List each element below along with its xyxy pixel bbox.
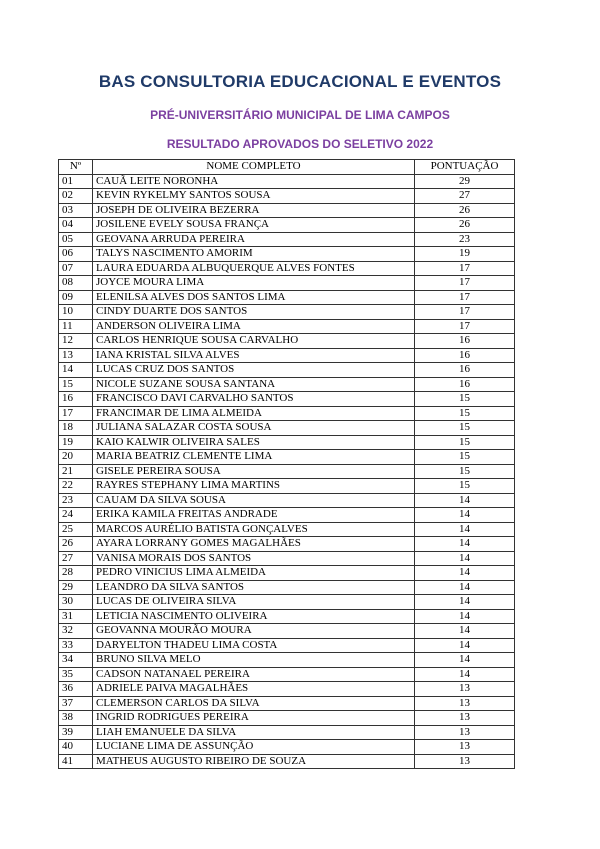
table-row <box>59 638 515 653</box>
row-number: 20 <box>59 450 93 465</box>
row-name: JOSEPH DE OLIVEIRA BEZERRA <box>93 203 415 218</box>
table-row <box>59 174 515 189</box>
table-row <box>59 305 515 320</box>
row-score: 13 <box>415 682 515 697</box>
table-row <box>59 421 515 436</box>
row-name: ANDERSON OLIVEIRA LIMA <box>93 319 415 334</box>
table-row <box>59 537 515 552</box>
row-number: 22 <box>59 479 93 494</box>
row-score: 26 <box>415 218 515 233</box>
row-score: 14 <box>415 624 515 639</box>
row-score: 14 <box>415 522 515 537</box>
row-number: 40 <box>59 740 93 755</box>
result-title: RESULTADO APROVADOS DO SELETIVO 2022 <box>166 137 434 151</box>
table-row <box>59 334 515 349</box>
table-row <box>59 493 515 508</box>
row-score: 15 <box>415 435 515 450</box>
row-name: CINDY DUARTE DOS SANTOS <box>93 305 415 320</box>
row-name: GISELE PEREIRA SOUSA <box>93 464 415 479</box>
table-row <box>59 624 515 639</box>
row-name: VANISA MORAIS DOS SANTOS <box>93 551 415 566</box>
table-row <box>59 682 515 697</box>
row-number: 16 <box>59 392 93 407</box>
table-row <box>59 290 515 305</box>
row-number: 19 <box>59 435 93 450</box>
row-number: 32 <box>59 624 93 639</box>
row-name: JULIANA SALAZAR COSTA SOUSA <box>93 421 415 436</box>
row-name: FRANCIMAR DE LIMA ALMEIDA <box>93 406 415 421</box>
row-score: 14 <box>415 609 515 624</box>
row-number: 28 <box>59 566 93 581</box>
row-name: KEVIN RYKELMY SANTOS SOUSA <box>93 189 415 204</box>
table-row <box>59 261 515 276</box>
row-name: LUCAS CRUZ DOS SANTOS <box>93 363 415 378</box>
row-name: LETICIA NASCIMENTO OLIVEIRA <box>93 609 415 624</box>
table-row <box>59 711 515 726</box>
row-score: 14 <box>415 580 515 595</box>
table-row <box>59 377 515 392</box>
table-row <box>59 522 515 537</box>
table-row <box>59 450 515 465</box>
row-score: 15 <box>415 421 515 436</box>
row-score: 19 <box>415 247 515 262</box>
row-name: LUCIANE LIMA DE ASSUNÇÃO <box>93 740 415 755</box>
row-score: 17 <box>415 276 515 291</box>
row-score: 15 <box>415 464 515 479</box>
row-score: 15 <box>415 392 515 407</box>
row-number: 02 <box>59 189 93 204</box>
table-row <box>59 725 515 740</box>
row-name: MARIA BEATRIZ CLEMENTE LIMA <box>93 450 415 465</box>
row-name: INGRID RODRIGUES PEREIRA <box>93 711 415 726</box>
row-name: JOSILENE EVELY SOUSA FRANÇA <box>93 218 415 233</box>
row-score: 14 <box>415 493 515 508</box>
row-score: 17 <box>415 290 515 305</box>
table-row <box>59 754 515 769</box>
row-name: GEOVANNA MOURÃO MOURA <box>93 624 415 639</box>
row-score: 17 <box>415 261 515 276</box>
row-number: 10 <box>59 305 93 320</box>
results-table <box>58 159 515 769</box>
table-header-row <box>59 160 515 175</box>
table-row <box>59 232 515 247</box>
row-number: 23 <box>59 493 93 508</box>
row-score: 13 <box>415 754 515 769</box>
table-row <box>59 479 515 494</box>
row-number: 11 <box>59 319 93 334</box>
row-number: 26 <box>59 537 93 552</box>
table-body <box>59 174 515 769</box>
row-number: 17 <box>59 406 93 421</box>
table-row <box>59 740 515 755</box>
row-score: 14 <box>415 638 515 653</box>
table-row <box>59 435 515 450</box>
row-number: 25 <box>59 522 93 537</box>
row-number: 13 <box>59 348 93 363</box>
organization-title: BAS CONSULTORIA EDUCACIONAL E EVENTOS <box>98 72 502 91</box>
row-number: 34 <box>59 653 93 668</box>
row-name: LAURA EDUARDA ALBUQUERQUE ALVES FONTES <box>93 261 415 276</box>
row-number: 04 <box>59 218 93 233</box>
row-number: 05 <box>59 232 93 247</box>
row-name: IANA KRISTAL SILVA ALVES <box>93 348 415 363</box>
row-name: ERIKA KAMILA FREITAS ANDRADE <box>93 508 415 523</box>
row-score: 23 <box>415 232 515 247</box>
column-header-score: PONTUAÇÃO <box>415 160 515 175</box>
table-row <box>59 667 515 682</box>
row-name: LEANDRO DA SILVA SANTOS <box>93 580 415 595</box>
row-number: 38 <box>59 711 93 726</box>
table-row <box>59 653 515 668</box>
table-row <box>59 348 515 363</box>
row-name: GEOVANA ARRUDA PEREIRA <box>93 232 415 247</box>
row-number: 31 <box>59 609 93 624</box>
table-row <box>59 189 515 204</box>
row-score: 16 <box>415 377 515 392</box>
program-title: PRÉ-UNIVERSITÁRIO MUNICIPAL DE LIMA CAMPOS <box>150 108 450 122</box>
row-score: 14 <box>415 508 515 523</box>
row-score: 15 <box>415 406 515 421</box>
row-name: JOYCE MOURA LIMA <box>93 276 415 291</box>
table-row <box>59 363 515 378</box>
row-score: 27 <box>415 189 515 204</box>
row-name: KAIO KALWIR OLIVEIRA SALES <box>93 435 415 450</box>
row-name: CARLOS HENRIQUE SOUSA CARVALHO <box>93 334 415 349</box>
row-number: 39 <box>59 725 93 740</box>
row-number: 08 <box>59 276 93 291</box>
row-name: CADSON NATANAEL PEREIRA <box>93 667 415 682</box>
table-row <box>59 203 515 218</box>
row-number: 27 <box>59 551 93 566</box>
row-name: CAUÃ LEITE NORONHA <box>93 174 415 189</box>
row-score: 16 <box>415 334 515 349</box>
row-name: ELENILSA ALVES DOS SANTOS LIMA <box>93 290 415 305</box>
row-name: MARCOS AURÉLIO BATISTA GONÇALVES <box>93 522 415 537</box>
row-number: 15 <box>59 377 93 392</box>
row-number: 29 <box>59 580 93 595</box>
row-name: PEDRO VINICIUS LIMA ALMEIDA <box>93 566 415 581</box>
row-number: 33 <box>59 638 93 653</box>
row-score: 13 <box>415 711 515 726</box>
row-score: 13 <box>415 696 515 711</box>
column-header-number: Nº <box>59 160 93 175</box>
row-score: 13 <box>415 740 515 755</box>
table-row <box>59 508 515 523</box>
table-row <box>59 406 515 421</box>
row-number: 01 <box>59 174 93 189</box>
row-name: TALYS NASCIMENTO AMORIM <box>93 247 415 262</box>
table-row <box>59 276 515 291</box>
row-score: 15 <box>415 450 515 465</box>
row-score: 14 <box>415 551 515 566</box>
table-row <box>59 319 515 334</box>
row-score: 16 <box>415 363 515 378</box>
row-name: DARYELTON THADEU LIMA COSTA <box>93 638 415 653</box>
row-number: 37 <box>59 696 93 711</box>
row-number: 30 <box>59 595 93 610</box>
row-score: 15 <box>415 479 515 494</box>
row-number: 14 <box>59 363 93 378</box>
table-row <box>59 696 515 711</box>
row-number: 24 <box>59 508 93 523</box>
row-name: NICOLE SUZANE SOUSA SANTANA <box>93 377 415 392</box>
table-row <box>59 247 515 262</box>
row-number: 09 <box>59 290 93 305</box>
row-score: 14 <box>415 653 515 668</box>
row-score: 16 <box>415 348 515 363</box>
row-name: LIAH EMANUELE DA SILVA <box>93 725 415 740</box>
row-name: ADRIELE PAIVA MAGALHÃES <box>93 682 415 697</box>
row-score: 14 <box>415 537 515 552</box>
row-number: 36 <box>59 682 93 697</box>
column-header-name: NOME COMPLETO <box>93 160 415 175</box>
row-name: CAUAM DA SILVA SOUSA <box>93 493 415 508</box>
row-number: 03 <box>59 203 93 218</box>
row-number: 07 <box>59 261 93 276</box>
row-number: 06 <box>59 247 93 262</box>
row-number: 12 <box>59 334 93 349</box>
row-name: FRANCISCO DAVI CARVALHO SANTOS <box>93 392 415 407</box>
row-score: 17 <box>415 305 515 320</box>
table-row <box>59 580 515 595</box>
row-score: 14 <box>415 566 515 581</box>
row-number: 41 <box>59 754 93 769</box>
row-name: BRUNO SILVA MELO <box>93 653 415 668</box>
table-row <box>59 392 515 407</box>
row-number: 21 <box>59 464 93 479</box>
row-score: 14 <box>415 595 515 610</box>
row-score: 14 <box>415 667 515 682</box>
table-row <box>59 218 515 233</box>
table-row <box>59 566 515 581</box>
row-score: 29 <box>415 174 515 189</box>
row-number: 18 <box>59 421 93 436</box>
row-score: 17 <box>415 319 515 334</box>
row-name: AYARA LORRANY GOMES MAGALHÃES <box>93 537 415 552</box>
row-number: 35 <box>59 667 93 682</box>
row-name: MATHEUS AUGUSTO RIBEIRO DE SOUZA <box>93 754 415 769</box>
row-name: CLEMERSON CARLOS DA SILVA <box>93 696 415 711</box>
row-score: 26 <box>415 203 515 218</box>
table-row <box>59 595 515 610</box>
row-score: 13 <box>415 725 515 740</box>
table-row <box>59 551 515 566</box>
table-row <box>59 609 515 624</box>
row-name: RAYRES STEPHANY LIMA MARTINS <box>93 479 415 494</box>
row-name: LUCAS DE OLIVEIRA SILVA <box>93 595 415 610</box>
table-row <box>59 464 515 479</box>
